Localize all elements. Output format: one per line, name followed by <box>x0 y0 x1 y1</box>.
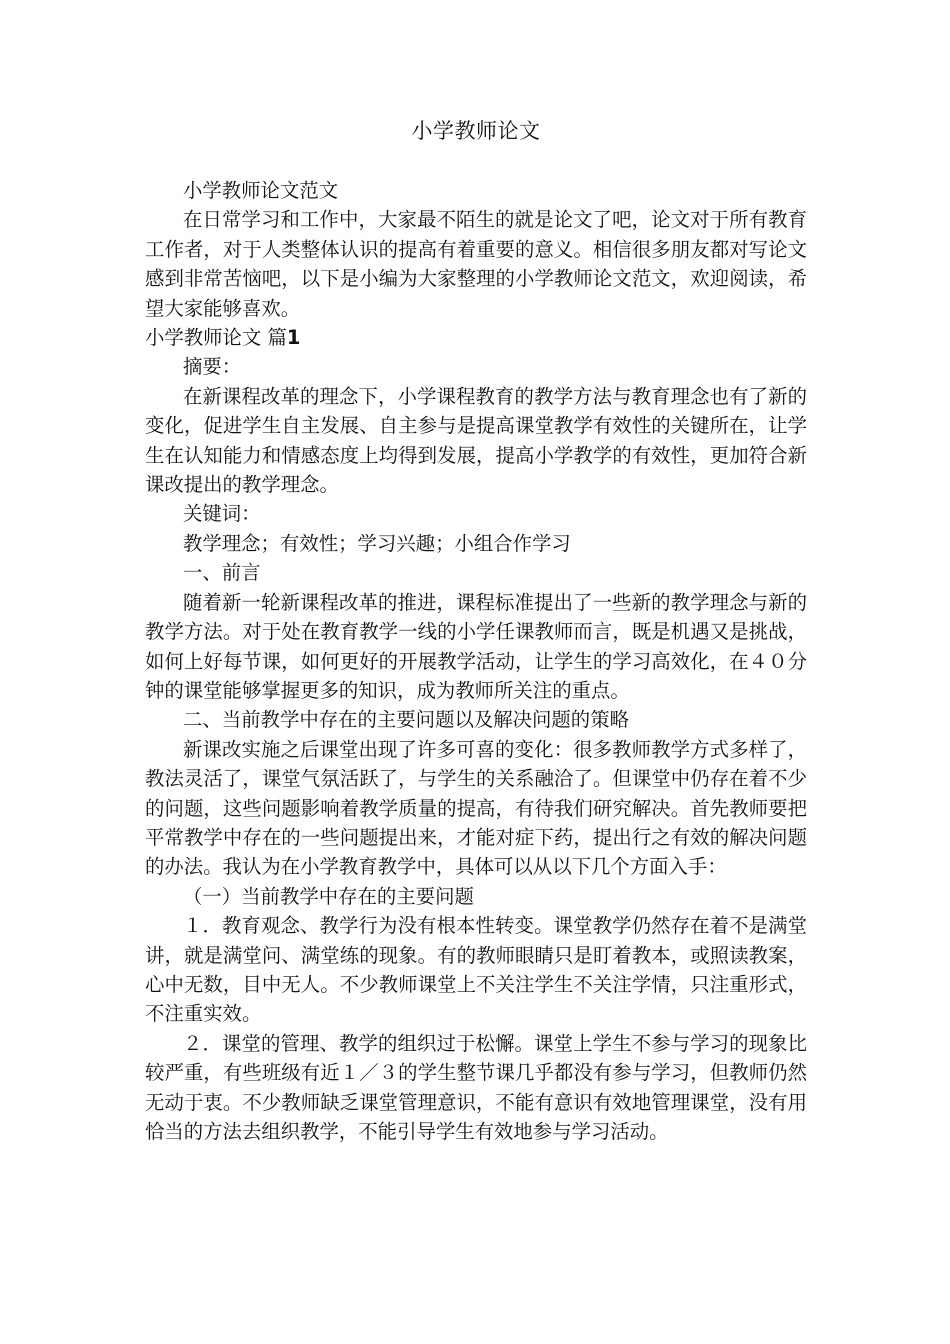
section-heading <box>145 323 807 352</box>
section-heading-prefix: 小学教师论文 篇 <box>145 326 287 350</box>
keywords-label: 关键词： <box>183 502 261 526</box>
section-heading-number: 1 <box>286 326 301 350</box>
intro-paragraph: 在日常学习和工作中，大家最不陌生的就是论文了吧，论文对于所有教育工作者，对于人类整体认识的提高有着重要的意义。相信很多朋友都对写论文感到非常苦恼吧，以下是小编为大家整理的小学教师论文范文，欢迎阅读，希望大家能够喜欢。 <box>145 208 807 320</box>
item1-paragraph: １．教育观念、教学行为没有根本性转变。课堂教学仍然存在着不是满堂讲，就是满堂问、满堂练的现象。有的教师眼睛只是盯着教本，或照读教案，心中无数，目中无人。不少教师课堂上不关注学生不关注学情，只注重形式，不注重实效。 <box>145 914 807 1026</box>
section2-paragraph: 新课改实施之后课堂出现了许多可喜的变化：很多教师教学方式多样了，教法灵活了，课堂气氛活跃了，与学生的关系融洽了。但课堂中仍存在着不少的问题，这些问题影响着教学质量的提高，有待我们研究解决。首先教师要把平常教学中存在的一些问题提出来，才能对症下药，提出行之有效的解决问题的办法。我认为在小学教育教学中，具体可以从以下几个方面入手： <box>145 737 807 879</box>
subtitle-paragraph: 小学教师论文范文 <box>183 179 339 202</box>
item2-paragraph: ２．课堂的管理、教学的组织过于松懈。课堂上学生不参与学习的现象比较严重，有些班级有近１／３的学生整节课几乎都没有参与学习，但教师仍然无动于衷。不少教师缺乏课堂管理意识，不能有意识有效地管理课堂，没有用恰当的方法去组织教学，不能引导学生有效地参与学习活动。 <box>145 1031 807 1143</box>
subsection1-heading: （一）当前教学中存在的主要问题 <box>183 884 474 908</box>
keywords-paragraph: 教学理念；有效性；学习兴趣；小组合作学习 <box>183 531 571 555</box>
document-title: 小学教师论文 <box>411 119 541 143</box>
section2-heading: 二、当前教学中存在的主要问题以及解决问题的策略 <box>183 708 629 732</box>
abstract-label: 摘要： <box>183 355 242 379</box>
preface-heading: 一、前言 <box>183 561 261 585</box>
preface-paragraph: 随着新一轮新课程改革的推进，课程标准提出了一些新的教学理念与新的教学方法。对于处在教育教学一线的小学任课教师而言，既是机遇又是挑战，如何上好每节课，如何更好的开展教学活动，让学生的学习高效化，在４０分钟的课堂能够掌握更多的知识，成为教师所关注的重点。 <box>145 590 807 702</box>
abstract-paragraph: 在新课程改革的理念下，小学课程教育的教学方法与教育理念也有了新的变化，促进学生自主发展、自主参与是提高课堂教学有效性的关键所在，让学生在认知能力和情感态度上均得到发展，提高小学教学的有效性，更加符合新课改提出的教学理念。 <box>145 384 807 497</box>
document-page <box>145 110 807 1146</box>
